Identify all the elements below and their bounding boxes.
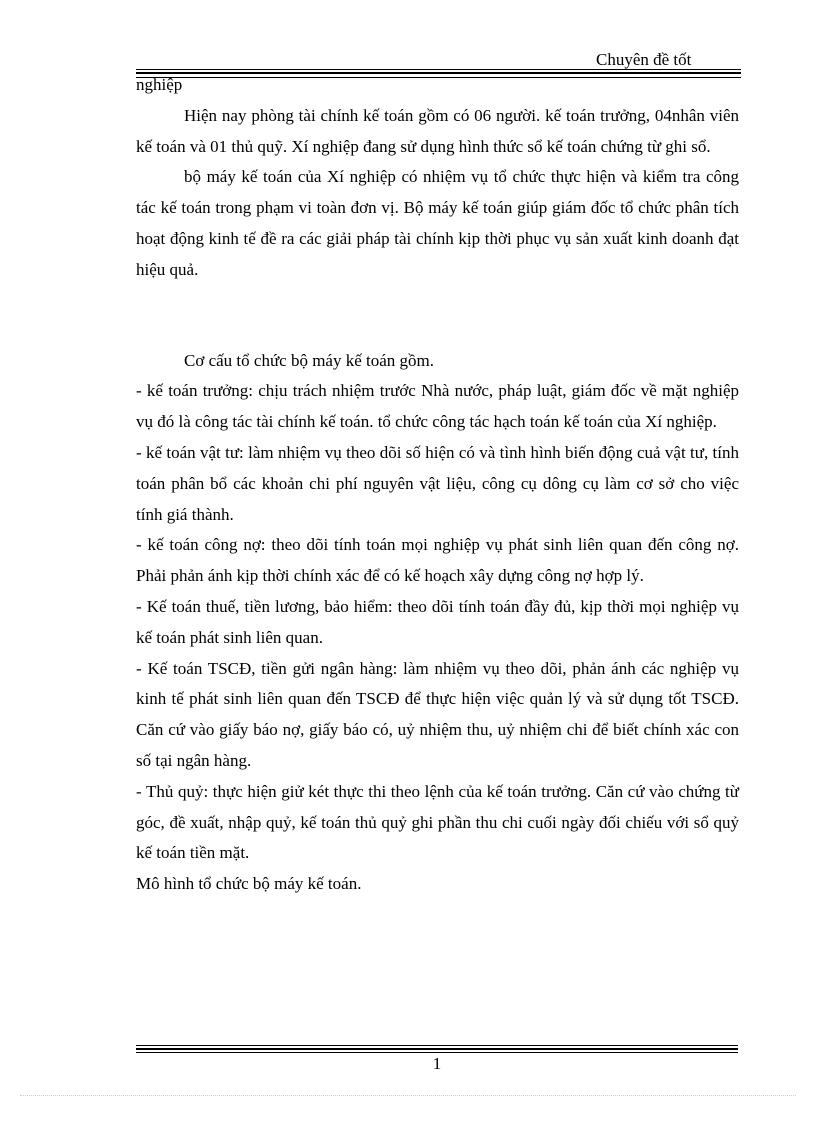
footer-rule-bottom xyxy=(136,1052,738,1053)
list-item-debt-accountant: - kế toán công nợ: theo dõi tính toán mọi nghiệp vụ phát sinh liên quan đến công nợ. Phải phản ánh kịp thời chính xác để có kế hoạch xây dựng công nợ hợp lý. xyxy=(136,535,739,586)
closing-line: Mô hình tổ chức bộ máy kế toán. xyxy=(136,874,362,894)
page-number: 1 xyxy=(432,1054,442,1073)
footer-rule-middle xyxy=(136,1048,738,1050)
list-item-tax-accountant: - Kế toán thuế, tiền lương, bảo hiểm: theo dõi tính toán đầy đủ, kịp thời mọi nghiệp vụ kế toán phát sinh liên quan. xyxy=(136,596,739,647)
document-body xyxy=(136,70,739,900)
list-item-chief-accountant: - kế toán trưởng: chịu trách nhiệm trước Nhà nước, pháp luật, giám đốc về mặt nghiệp vụ đó là công tác tài chính kế toán. tổ chức công tác hạch toán kế toán của Xí nghiệp. xyxy=(136,381,739,432)
paragraph-duties: bộ máy kế toán của Xí nghiệp có nhiệm vụ tổ chức thực hiện và kiểm tra công tác kế toán trong phạm vi toàn đơn vị. Bộ máy kế toán giúp giám đốc tổ chức phân tích hoạt động kinh tế đề ra các giải pháp tài chính kịp thời phục vụ sản xuất kinh doanh đạt hiệu quả. xyxy=(136,167,739,279)
paragraph-structure-intro: Cơ cấu tổ chức bộ máy kế toán gồm. xyxy=(184,350,435,370)
paragraph-staffing: Hiện nay phòng tài chính kế toán gồm có 06 người. kế toán trưởng, 04nhân viên kế toán và 01 thủ quỹ. Xí nghiệp đang sử dụng hình thức sổ kế toán chứng từ ghi sổ. xyxy=(136,105,739,156)
header-title: Chuyên đề tốt xyxy=(596,50,692,69)
page-edge xyxy=(20,1095,796,1096)
paragraph-spacer xyxy=(136,286,739,346)
header-continuation: nghiệp xyxy=(136,75,183,94)
footer-rule-top xyxy=(136,1045,738,1046)
list-item-materials-accountant: - kế toán vật tư: làm nhiệm vụ theo dõi số hiện có và tình hình biến động cuả vật tư, tính toán phân bổ các khoản chi phí nguyên vật liệu, công cụ dông cụ làm cơ sở cho việc tính giá thành. xyxy=(136,442,739,524)
list-item-assets-accountant: - Kế toán TSCĐ, tiền gửi ngân hàng: làm nhiệm vụ theo dõi, phản ánh các nghiệp vụ kinh tế phát sinh liên quan đến TSCĐ để thực hiện việc quản lý và sử dụng tốt TSCĐ. Căn cứ vào giấy báo nợ, giấy báo có, uỷ nhiệm thu, uỷ nhiệm chi để biết chính xác con số tại ngân hàng. xyxy=(136,658,739,770)
list-item-treasurer: - Thủ quỷ: thực hiện giử két thực thi theo lệnh của kế toán trưởng. Căn cứ vào chứng từ góc, đề xuất, nhập quỷ, kế toán thủ quỷ ghi phần thu chi cuối ngày đối chiếu với sổ quỷ kế toán tiền mặt. xyxy=(136,781,739,863)
